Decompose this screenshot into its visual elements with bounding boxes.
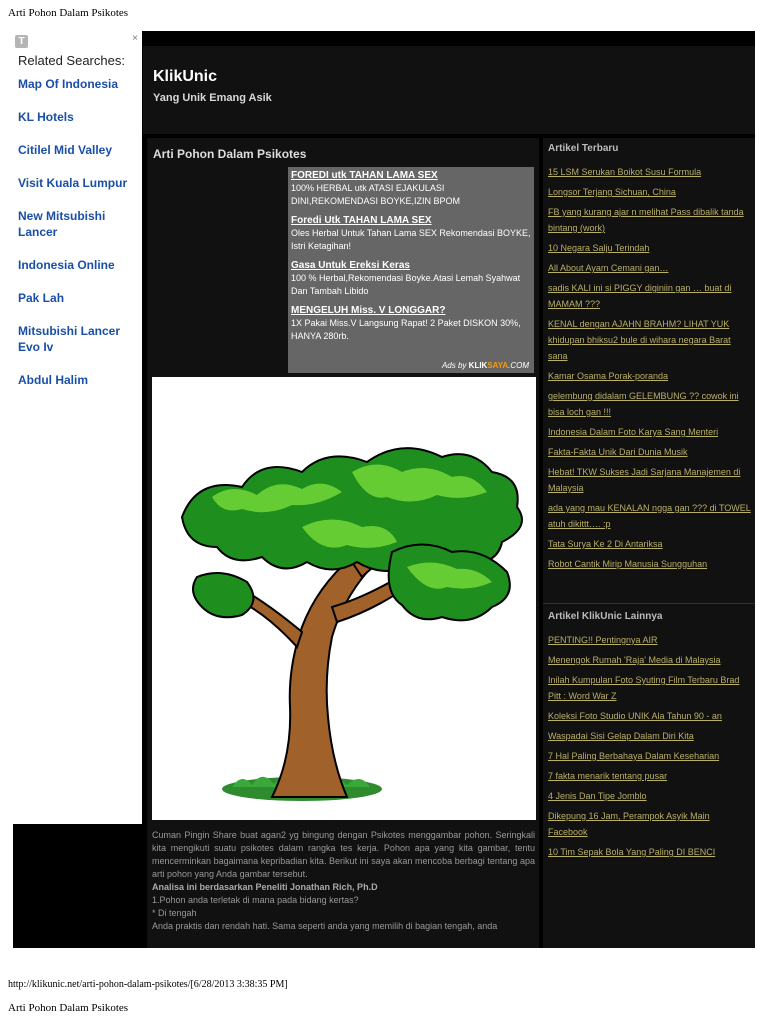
related-search-link[interactable]: Map Of Indonesia [18, 77, 119, 91]
ad-body: 100% HERBAL utk ATASI EJAKULASI DINI,REKOMENDASI BOYKE,IZIN BPOM [291, 183, 461, 206]
related-searches-list [18, 76, 136, 405]
post-question-1: 1.Pohon anda terletak di mana pada bidang kertas? [152, 895, 359, 905]
other-article-link[interactable]: 10 Tim Sepak Bola Yang Paling DI BENCI [548, 847, 716, 857]
recent-article-link[interactable]: Indonesia Dalam Foto Karya Sang Menteri [548, 427, 719, 437]
ad-body: 1X Pakai Miss.V Langsung Rapat! 2 Paket DISKON 30%, HANYA 280rb. [291, 318, 521, 341]
ad-headline[interactable]: Foredi Utk TAHAN LAMA SEX [291, 215, 432, 226]
other-article-link[interactable]: Menengok Rumah 'Raja' Media di Malaysia [548, 655, 721, 665]
article-column [147, 138, 539, 948]
toolbar-t-icon[interactable]: T [15, 35, 28, 48]
post-title: Arti Pohon Dalam Psikotes [153, 147, 307, 161]
print-footer-title: Arti Pohon Dalam Psikotes [8, 1002, 129, 1014]
sidebar-divider [543, 603, 755, 604]
other-article-link[interactable]: Inilah Kumpulan Foto Syuting Film Terbaru Brad Pitt : Word War Z [548, 675, 740, 701]
recent-article-link[interactable]: gelembung didalam GELEMBUNG ?? cowok ini bisa loch gan !!! [548, 391, 739, 417]
related-search-link[interactable]: New Mitsubishi Lancer [18, 209, 106, 239]
post-analysis-credit: Analisa ini berdasarkan Peneliti Jonathan Rich, Ph.D [152, 882, 378, 892]
related-search-link[interactable]: Indonesia Online [18, 258, 115, 272]
other-article-link[interactable]: 7 fakta menarik tentang pusar [548, 771, 668, 781]
tree-image [152, 377, 536, 820]
right-sidebar [543, 138, 755, 948]
site-header [143, 46, 755, 134]
ad-item[interactable] [291, 304, 531, 343]
other-article-link[interactable]: Waspadai Sisi Gelap Dalam Diri Kita [548, 731, 694, 741]
recent-articles-list [548, 164, 751, 576]
recent-article-link[interactable]: All About Ayam Cemani gan… [548, 263, 669, 273]
recent-article-link[interactable]: KENAL dengan AJAHN BRAHM? LIHAT YUK khidupan bhiksu2 bule di wihara negara Barat sana [548, 319, 731, 361]
recent-article-link[interactable]: ada yang mau KENALAN ngga gan ??? di TOWEL atuh dikittt…. :p [548, 503, 751, 529]
other-articles-list [548, 632, 751, 864]
other-article-link[interactable]: PENTING!! Pentingnya AIR [548, 635, 658, 645]
ad-body: Oles Herbal Untuk Tahan Lama SEX Rekomendasi BOYKE, Istri Ketagihan! [291, 228, 531, 251]
site-title[interactable]: KlikUnic [153, 68, 218, 85]
site-tagline: Yang Unik Emang Asik [153, 92, 272, 104]
ad-headline[interactable]: FOREDI utk TAHAN LAMA SEX [291, 170, 438, 181]
related-search-link[interactable]: KL Hotels [18, 110, 74, 124]
ads-by-brand: KLIK [468, 361, 488, 370]
related-searches-panel [13, 31, 142, 824]
ads-by-logo[interactable] [442, 361, 529, 370]
related-search-link[interactable]: Pak Lah [18, 291, 65, 305]
other-article-link[interactable]: Dikepung 16 Jam, Perampok Asyik Main Facebook [548, 811, 710, 837]
print-footer-url: http://klikunic.net/arti-pohon-dalam-psikotes/[6/28/2013 3:38:35 PM] [8, 979, 288, 990]
recent-article-link[interactable]: Hebat! TKW Sukses Jadi Sarjana Manajemen di Malaysia [548, 467, 741, 493]
ads-by-prefix: Ads by [441, 361, 467, 370]
recent-article-link[interactable]: Robot Cantik Mirip Manusia Sungguhan [548, 559, 708, 569]
other-article-link[interactable]: Koleksi Foto Studio UNIK Ala Tahun 90 - an [548, 711, 722, 721]
recent-article-link[interactable]: Kamar Osama Porak-poranda [548, 371, 669, 381]
ads-by-brand-accent: SAYA [487, 361, 509, 370]
related-searches-heading: Related Searches: [18, 53, 125, 68]
ad-box [288, 167, 534, 373]
recent-article-link[interactable]: 15 LSM Serukan Boikot Susu Formula [548, 167, 702, 177]
recent-article-link[interactable]: FB yang kurang ajar n melihat Pass dibalik tanda bintang (work) [548, 207, 744, 233]
recent-articles-heading: Artikel Terbaru [548, 143, 619, 154]
related-search-link[interactable]: Visit Kuala Lumpur [18, 176, 128, 190]
recent-article-link[interactable]: Tata Surya Ke 2 Di Antariksa [548, 539, 663, 549]
ad-item[interactable] [291, 259, 531, 298]
related-search-link[interactable]: Mitsubishi Lancer Evo Iv [18, 324, 121, 354]
post-body [152, 829, 535, 933]
ad-body: 100 % Herbal,Rekomendasi Boyke.Atasi Lemah Syahwat Dan Tambah Libido [291, 273, 521, 296]
recent-article-link[interactable]: Longsor Terjang Sichuan, China [548, 187, 676, 197]
ads-by-suffix: .COM [508, 361, 529, 370]
post-option-text: Anda praktis dan rendah hati. Sama seperti anda yang memilih di bagian tengah, anda [152, 921, 498, 931]
ad-headline[interactable]: MENGELUH Miss. V LONGGAR? [291, 305, 446, 316]
post-option: * Di tengah [152, 908, 197, 918]
recent-article-link[interactable]: 10 Negara Salju Terindah [548, 243, 650, 253]
tree-illustration [152, 377, 536, 820]
related-search-link[interactable]: Abdul Halim [18, 373, 89, 387]
ad-headline[interactable]: Gasa Untuk Ereksi Keras [291, 260, 410, 271]
ad-item[interactable] [291, 169, 531, 208]
close-icon[interactable]: × [132, 33, 138, 44]
other-articles-heading: Artikel KlikUnic Lainnya [548, 611, 663, 622]
tree-canopy-left [193, 573, 253, 617]
other-article-link[interactable]: 7 Hal Paling Berbahaya Dalam Keseharian [548, 751, 720, 761]
ad-item[interactable] [291, 214, 531, 253]
recent-article-link[interactable]: Fakta-Fakta Unik Dari Dunia Musik [548, 447, 688, 457]
recent-article-link[interactable]: sadis KALI ini si PIGGY diginiin gan … buat di MAMAM ??? [548, 283, 732, 309]
print-header-title: Arti Pohon Dalam Psikotes [8, 7, 129, 19]
other-article-link[interactable]: 4 Jenis Dan Tipe Jomblo [548, 791, 647, 801]
related-search-link[interactable]: Citilel Mid Valley [18, 143, 113, 157]
post-paragraph: Cuman Pingin Share buat agan2 yg bingung dengan Psikotes menggambar pohon. Seringkali kita mengikuti suatu psikotes dalam rangka tes kerja. Pohon apa yang kita gambar, tentu mencerminkan bagaimana kepribadian kita. Berikut ini saya akan mencoba berbagi tentang apa arti pohon yang Anda gambar tersebut. [152, 830, 535, 879]
